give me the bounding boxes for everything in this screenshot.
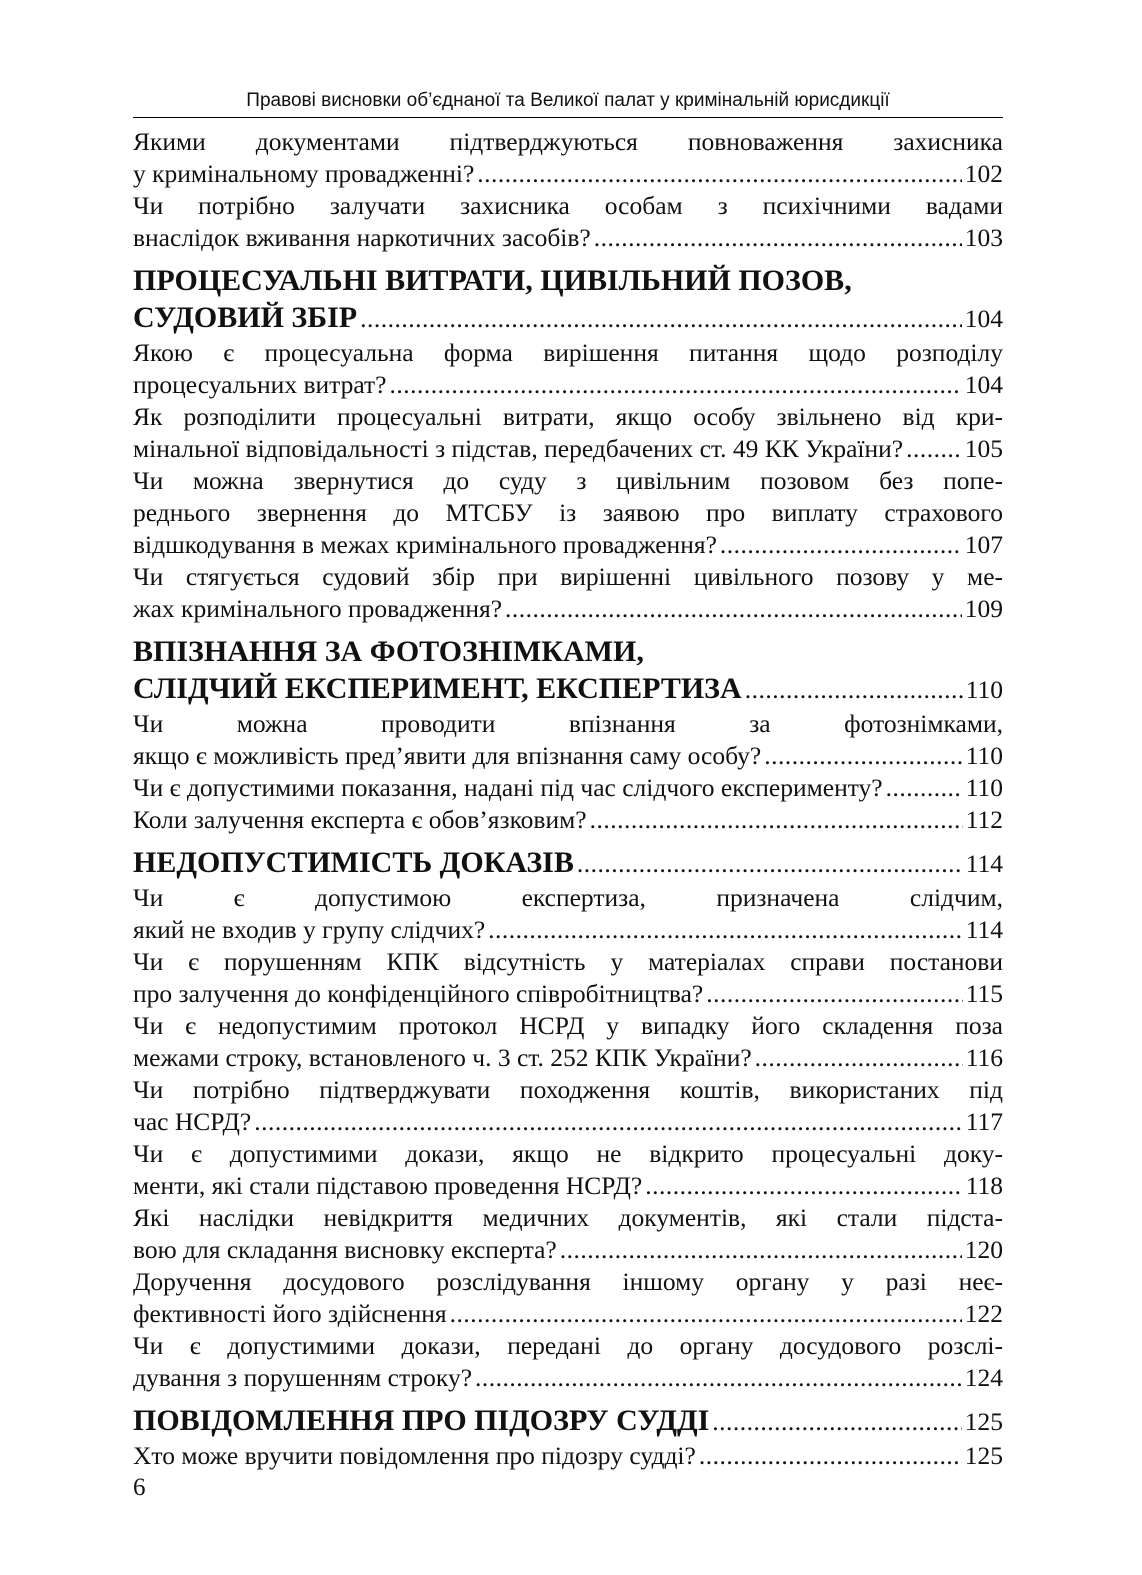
toc-last-line: [133, 222, 1003, 254]
dot-leader: [505, 593, 962, 625]
toc-title-text: НЕДОПУСТИМІСТЬ ДОКАЗІВ: [133, 846, 574, 879]
toc-last-line: [133, 1170, 1003, 1202]
toc-page-number: 103: [964, 223, 1003, 252]
toc-line: Доручення досудового розслідування іншому органу у разі неє-: [133, 1267, 1003, 1296]
toc-line: Чи є порушенням КПК відсутність у матеріалах справи постанови: [133, 947, 1003, 976]
toc-last-line: [133, 1402, 1003, 1440]
toc-title-text: вою для складання висновку експерта?: [133, 1235, 557, 1264]
toc-last-line: [133, 670, 1003, 708]
toc-line: ВПІЗНАННЯ ЗА ФОТОЗНІМКАМИ,: [133, 635, 644, 668]
dot-leader: [590, 804, 963, 836]
dot-leader: [706, 978, 962, 1010]
toc-line: Чи є недопустимим протокол НСРД у випадку його складення поза: [133, 1011, 1003, 1040]
toc-last-line: [133, 299, 1003, 337]
toc-title-text: час НСРД?: [133, 1107, 252, 1136]
toc-entry: [133, 337, 1003, 401]
toc-line: Чи є допустимими докази, передані до органу досудового розслі-: [133, 1331, 1003, 1360]
toc-page-number: 104: [964, 370, 1003, 399]
toc-entry: [133, 465, 1003, 561]
dot-leader: [745, 671, 963, 708]
toc-title-text: про залучення до конфіденційного співробітництва?: [133, 979, 704, 1008]
toc-line: Якою є процесуальна форма вирішення питання щодо розподілу: [133, 338, 1003, 367]
toc-page-number: 124: [964, 1363, 1003, 1392]
toc-line: реднього звернення до МТСБУ із заявою про виплату страхового: [133, 498, 1003, 527]
toc-title-text: який не входив у групу слідчих?: [133, 915, 486, 944]
toc-title-text: фективності його здійснення: [133, 1299, 447, 1328]
toc-page-number: 125: [964, 1441, 1003, 1470]
toc-title-text: дування з порушенням строку?: [133, 1363, 473, 1392]
toc-line: Чи стягується судовий збір при вирішенні цивільного позову у ме-: [133, 562, 1003, 591]
dot-leader: [645, 1170, 962, 1202]
toc-section-heading: [133, 633, 1003, 708]
toc-title-text: Хто може вручити повідомлення про підозру судді?: [133, 1441, 696, 1470]
toc-title-text: межами строку, встановленого ч. 3 ст. 252 КПК України?: [133, 1043, 752, 1072]
toc-line: Чи можна проводити впізнання за фотознімками,: [133, 709, 1003, 738]
toc-page-number: 112: [965, 805, 1003, 834]
toc-title-text: у кримінальному провадженні?: [133, 159, 475, 188]
toc-page-number: 114: [965, 915, 1003, 944]
toc-entry: [133, 772, 1003, 804]
toc-page-number: 102: [964, 159, 1003, 188]
toc-entry: [133, 1202, 1003, 1266]
toc-page-number: 122: [964, 1299, 1003, 1328]
dot-leader: [475, 1362, 962, 1394]
toc-title-text: внаслідок вживання наркотичних засобів?: [133, 223, 591, 252]
toc-last-line: [133, 1234, 1003, 1266]
toc-line: Якими документами підтверджуються повноваження захисника: [133, 127, 1003, 156]
toc-page-number: 116: [965, 1043, 1003, 1072]
dot-leader: [389, 369, 961, 401]
dot-leader: [755, 1042, 963, 1074]
toc-last-line: [133, 844, 1003, 882]
toc-line: ПРОЦЕСУАЛЬНІ ВИТРАТИ, ЦИВІЛЬНИЙ ПОЗОВ,: [133, 264, 852, 297]
toc-page-number: 115: [965, 979, 1003, 1008]
toc-entry: [133, 804, 1003, 836]
toc-last-line: [133, 740, 1003, 772]
toc-page-number: 110: [965, 675, 1003, 704]
dot-leader: [488, 914, 963, 946]
dot-leader: [906, 433, 962, 465]
toc-title-text: якщо є можливість пред’явити для впізнання саму особу?: [133, 741, 762, 770]
toc-entry: [133, 1440, 1003, 1472]
dot-leader: [712, 1403, 961, 1440]
dot-leader: [254, 1106, 962, 1138]
dot-leader: [360, 300, 962, 337]
toc-entry: [133, 401, 1003, 465]
toc-last-line: [133, 1298, 1003, 1330]
toc-line: Чи є допустимими докази, якщо не відкрито процесуальні доку-: [133, 1139, 1003, 1168]
toc-last-line: [133, 804, 1003, 836]
toc-title-text: СЛІДЧИЙ ЕКСПЕРИМЕНТ, ЕКСПЕРТИЗА: [133, 672, 742, 705]
toc-title-text: жах кримінального провадження?: [133, 594, 503, 623]
toc-title-text: СУДОВИЙ ЗБІР: [133, 301, 358, 334]
toc-page-number: 120: [964, 1235, 1003, 1264]
toc-last-line: [133, 772, 1003, 804]
toc-last-line: [133, 1362, 1003, 1394]
toc-last-line: [133, 529, 1003, 561]
toc-page-number: 125: [964, 1407, 1003, 1436]
toc-last-line: [133, 158, 1003, 190]
toc-entry: [133, 1138, 1003, 1202]
dot-leader: [577, 845, 963, 882]
toc-title-text: процесуальних витрат?: [133, 370, 387, 399]
toc-last-line: [133, 914, 1003, 946]
toc-title-text: Чи є допустимими показання, надані під час слідчого експерименту?: [133, 773, 883, 802]
table-of-contents: [133, 126, 1003, 1472]
toc-page-number: 114: [965, 849, 1003, 878]
toc-page-number: 110: [965, 773, 1003, 802]
toc-title-text: мінальної відповідальності з підстав, передбачених ст. 49 КК України?: [133, 434, 904, 463]
toc-entry: [133, 1266, 1003, 1330]
dot-leader: [560, 1234, 962, 1266]
toc-line: Чи є допустимою експертиза, призначена слідчим,: [133, 883, 1003, 912]
toc-page-number: 118: [965, 1171, 1003, 1200]
toc-entry: [133, 882, 1003, 946]
toc-entry: [133, 561, 1003, 625]
toc-line: Як розподілити процесуальні витрати, якщо особу звільнено від кри-: [133, 402, 1003, 431]
dot-leader: [720, 529, 962, 561]
toc-page-number: 105: [964, 434, 1003, 463]
dot-leader: [450, 1298, 962, 1330]
toc-entry: [133, 1074, 1003, 1138]
toc-page-number: 110: [965, 741, 1003, 770]
toc-entry: [133, 708, 1003, 772]
toc-last-line: [133, 1106, 1003, 1138]
toc-entry: [133, 190, 1003, 254]
toc-page-number: 107: [964, 530, 1003, 559]
toc-section-heading: [133, 844, 1003, 882]
toc-page-number: 117: [965, 1107, 1003, 1136]
toc-entry: [133, 946, 1003, 1010]
toc-entry: [133, 126, 1003, 190]
toc-entry: [133, 1010, 1003, 1074]
toc-page-number: 109: [964, 594, 1003, 623]
toc-last-line: [133, 593, 1003, 625]
toc-last-line: [133, 978, 1003, 1010]
dot-leader: [699, 1440, 962, 1472]
toc-title-text: відшкодування в межах кримінального провадження?: [133, 530, 717, 559]
toc-line: Чи потрібно залучати захисника особам з психічними вадами: [133, 191, 1003, 220]
toc-title-text: Коли залучення експерта є обов’язковим?: [133, 805, 587, 834]
toc-last-line: [133, 369, 1003, 401]
dot-leader: [594, 222, 962, 254]
toc-line: Чи можна звернутися до суду з цивільним позовом без попе-: [133, 466, 1003, 495]
header-rule: [133, 117, 1003, 118]
toc-last-line: [133, 1440, 1003, 1472]
toc-last-line: [133, 1042, 1003, 1074]
toc-entry: [133, 1330, 1003, 1394]
dot-leader: [477, 158, 961, 190]
toc-section-heading: [133, 1402, 1003, 1440]
toc-page-number: 104: [964, 304, 1003, 333]
toc-line: Чи потрібно підтверджувати походження коштів, використаних під: [133, 1075, 1003, 1104]
dot-leader: [886, 772, 963, 804]
dot-leader: [764, 740, 962, 772]
page-number: 6: [133, 1474, 146, 1501]
toc-last-line: [133, 433, 1003, 465]
toc-title-text: менти, які стали підставою проведення НСРД?: [133, 1171, 643, 1200]
toc-title-text: ПОВІДОМЛЕННЯ ПРО ПІДОЗРУ СУДДІ: [133, 1404, 710, 1437]
toc-line: Які наслідки невідкриття медичних документів, які стали підста-: [133, 1203, 1003, 1232]
toc-section-heading: [133, 262, 1003, 337]
running-head: Правові висновки об’єднаної та Великої палат у кримінальній юрисдикції: [246, 90, 890, 111]
